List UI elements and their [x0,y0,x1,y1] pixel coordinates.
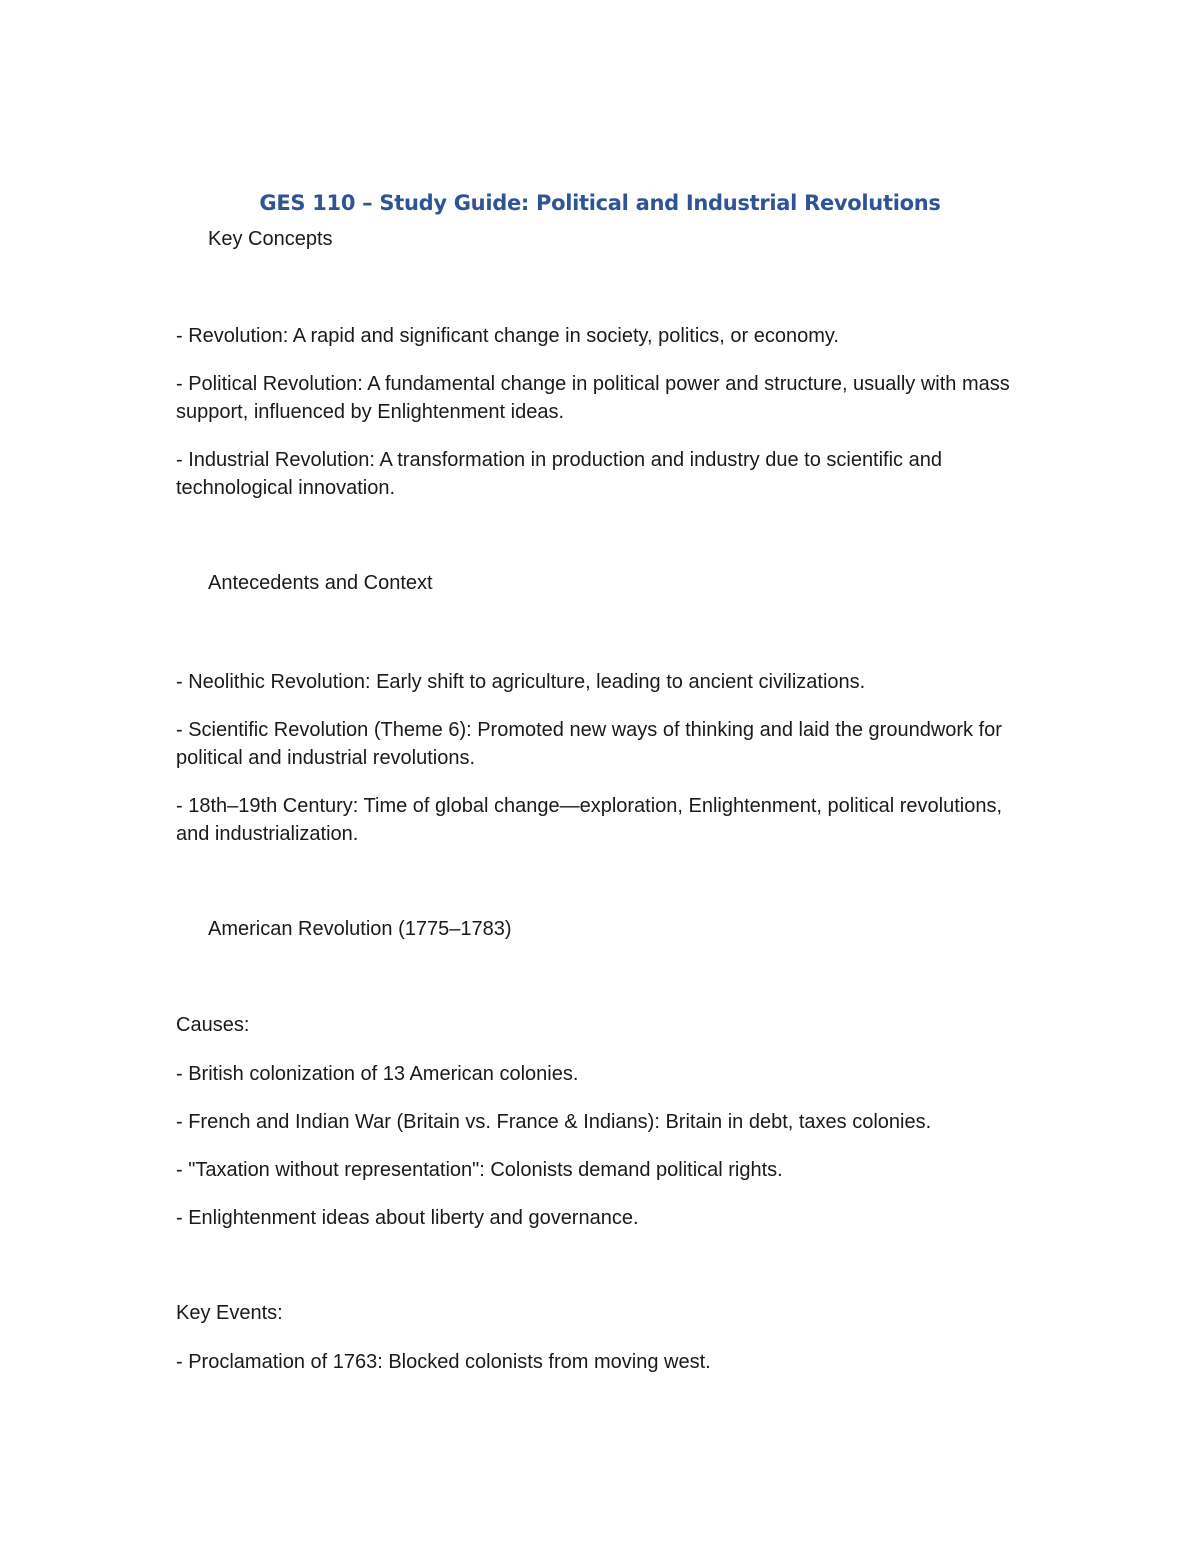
causes-label: Causes: [176,1014,250,1036]
cause-item: - "Taxation without representation": Colonists demand political rights. [176,1159,783,1181]
cause-item: - British colonization of 13 American colonies. [176,1063,579,1085]
heading-american-revolution: American Revolution (1775–1783) [208,918,512,940]
heading-key-concepts: Key Concepts [208,228,333,250]
heading-antecedents: Antecedents and Context [208,572,433,594]
cause-item: - French and Indian War (Britain vs. France & Indians): Britain in debt, taxes colonies. [176,1111,932,1133]
key-concept-item: - Revolution: A rapid and significant change in society, politics, or economy. [176,325,839,347]
antecedent-item: - Neolithic Revolution: Early shift to agriculture, leading to ancient civilizations. [176,671,866,693]
antecedent-item: - Scientific Revolution (Theme 6): Promoted new ways of thinking and laid the groundwork for political and industrial revolutions. [176,719,1002,769]
key-concept-item: - Industrial Revolution: A transformation in production and industry due to scientific and technological innovation. [176,449,942,499]
event-item: - Proclamation of 1763: Blocked colonists from moving west. [176,1351,711,1373]
key-events-label: Key Events: [176,1302,283,1324]
document-title: GES 110 – Study Guide: Political and Industrial Revolutions [259,191,941,215]
key-concept-item: - Political Revolution: A fundamental change in political power and structure, usually with mass support, influenced by Enlightenment ideas. [176,373,1010,423]
antecedent-item: - 18th–19th Century: Time of global change—exploration, Enlightenment, political revolutions, and industrialization. [176,795,1003,845]
cause-item: - Enlightenment ideas about liberty and governance. [176,1207,639,1229]
